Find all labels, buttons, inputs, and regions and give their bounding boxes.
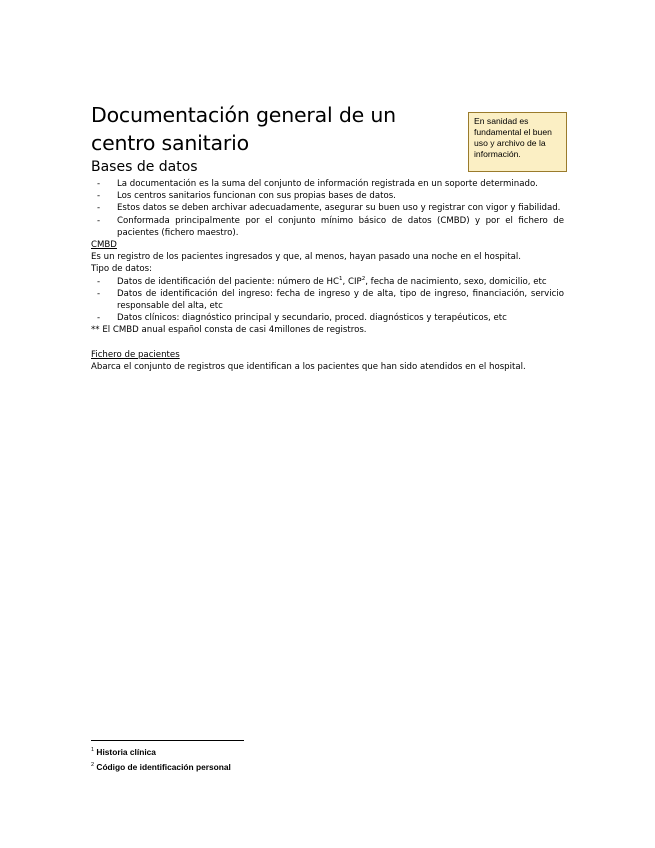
intro-list (91, 178, 564, 239)
list-item: - Conformada principalmente por el conjunto mínimo básico de datos (CMBD) y por el fichero de pacientes (fichero maestro). (91, 215, 564, 239)
footnote-ref: 2 (361, 275, 366, 282)
cmbd-description: Es un registro de los pacientes ingresados y que, al menos, hayan pasado una noche en el hospital. (91, 252, 522, 263)
list-item-text: , fecha de nacimiento, sexo, domicilio, etc (365, 276, 547, 287)
list-item: - Datos clínicos: diagnóstico principal y secundario, proced. diagnósticos y terapéuticos, etc (91, 312, 564, 324)
list-item: - Los centros sanitarios funcionan con sus propias bases de datos. (91, 190, 564, 202)
footnote-number: 1 (91, 747, 95, 754)
section-subtitle: Bases de datos (91, 159, 198, 175)
footnote-text: Código de identificación personal (96, 761, 231, 772)
fichero-description: Abarca el conjunto de registros que identifican a los pacientes que han sido atendidos en el hospital. (91, 361, 526, 372)
footnote-separator (91, 740, 244, 741)
fichero-heading: Fichero de pacientes (91, 349, 180, 360)
cmbd-heading: CMBD (91, 240, 117, 251)
body-content (91, 178, 564, 373)
footnotes (91, 745, 231, 774)
footnote (91, 760, 231, 775)
footnote-number: 2 (91, 761, 95, 768)
list-item (91, 276, 564, 288)
sticky-note: En sanidad es fundamental el buen uso y archivo de la información. (468, 112, 567, 172)
footnote (91, 745, 231, 760)
tipo-datos-label: Tipo de datos: (91, 264, 153, 275)
list-item: - Datos de identificación del ingreso: fecha de ingreso y de alta, tipo de ingreso, financiación, servicio responsable del alta, etc (91, 288, 564, 312)
tipo-datos-list (91, 276, 564, 325)
list-item: - La documentación es la suma del conjunto de información registrada en un soporte determinado. (91, 178, 564, 190)
list-item: - Estos datos se deben archivar adecuadamente, asegurar su buen uso y registrar con vigor y fiabilidad. (91, 202, 564, 214)
list-item-text: , CIP (342, 276, 362, 287)
page-title: Documentación general de un centro sanitario (91, 103, 396, 155)
list-item-text: Datos de identificación del paciente: número de HC (117, 276, 340, 287)
cmbd-note: ** El CMBD anual español consta de casi 4millones de registros. (91, 325, 367, 336)
footnote-text: Historia clínica (96, 747, 156, 757)
footnote-ref: 1 (339, 275, 343, 282)
